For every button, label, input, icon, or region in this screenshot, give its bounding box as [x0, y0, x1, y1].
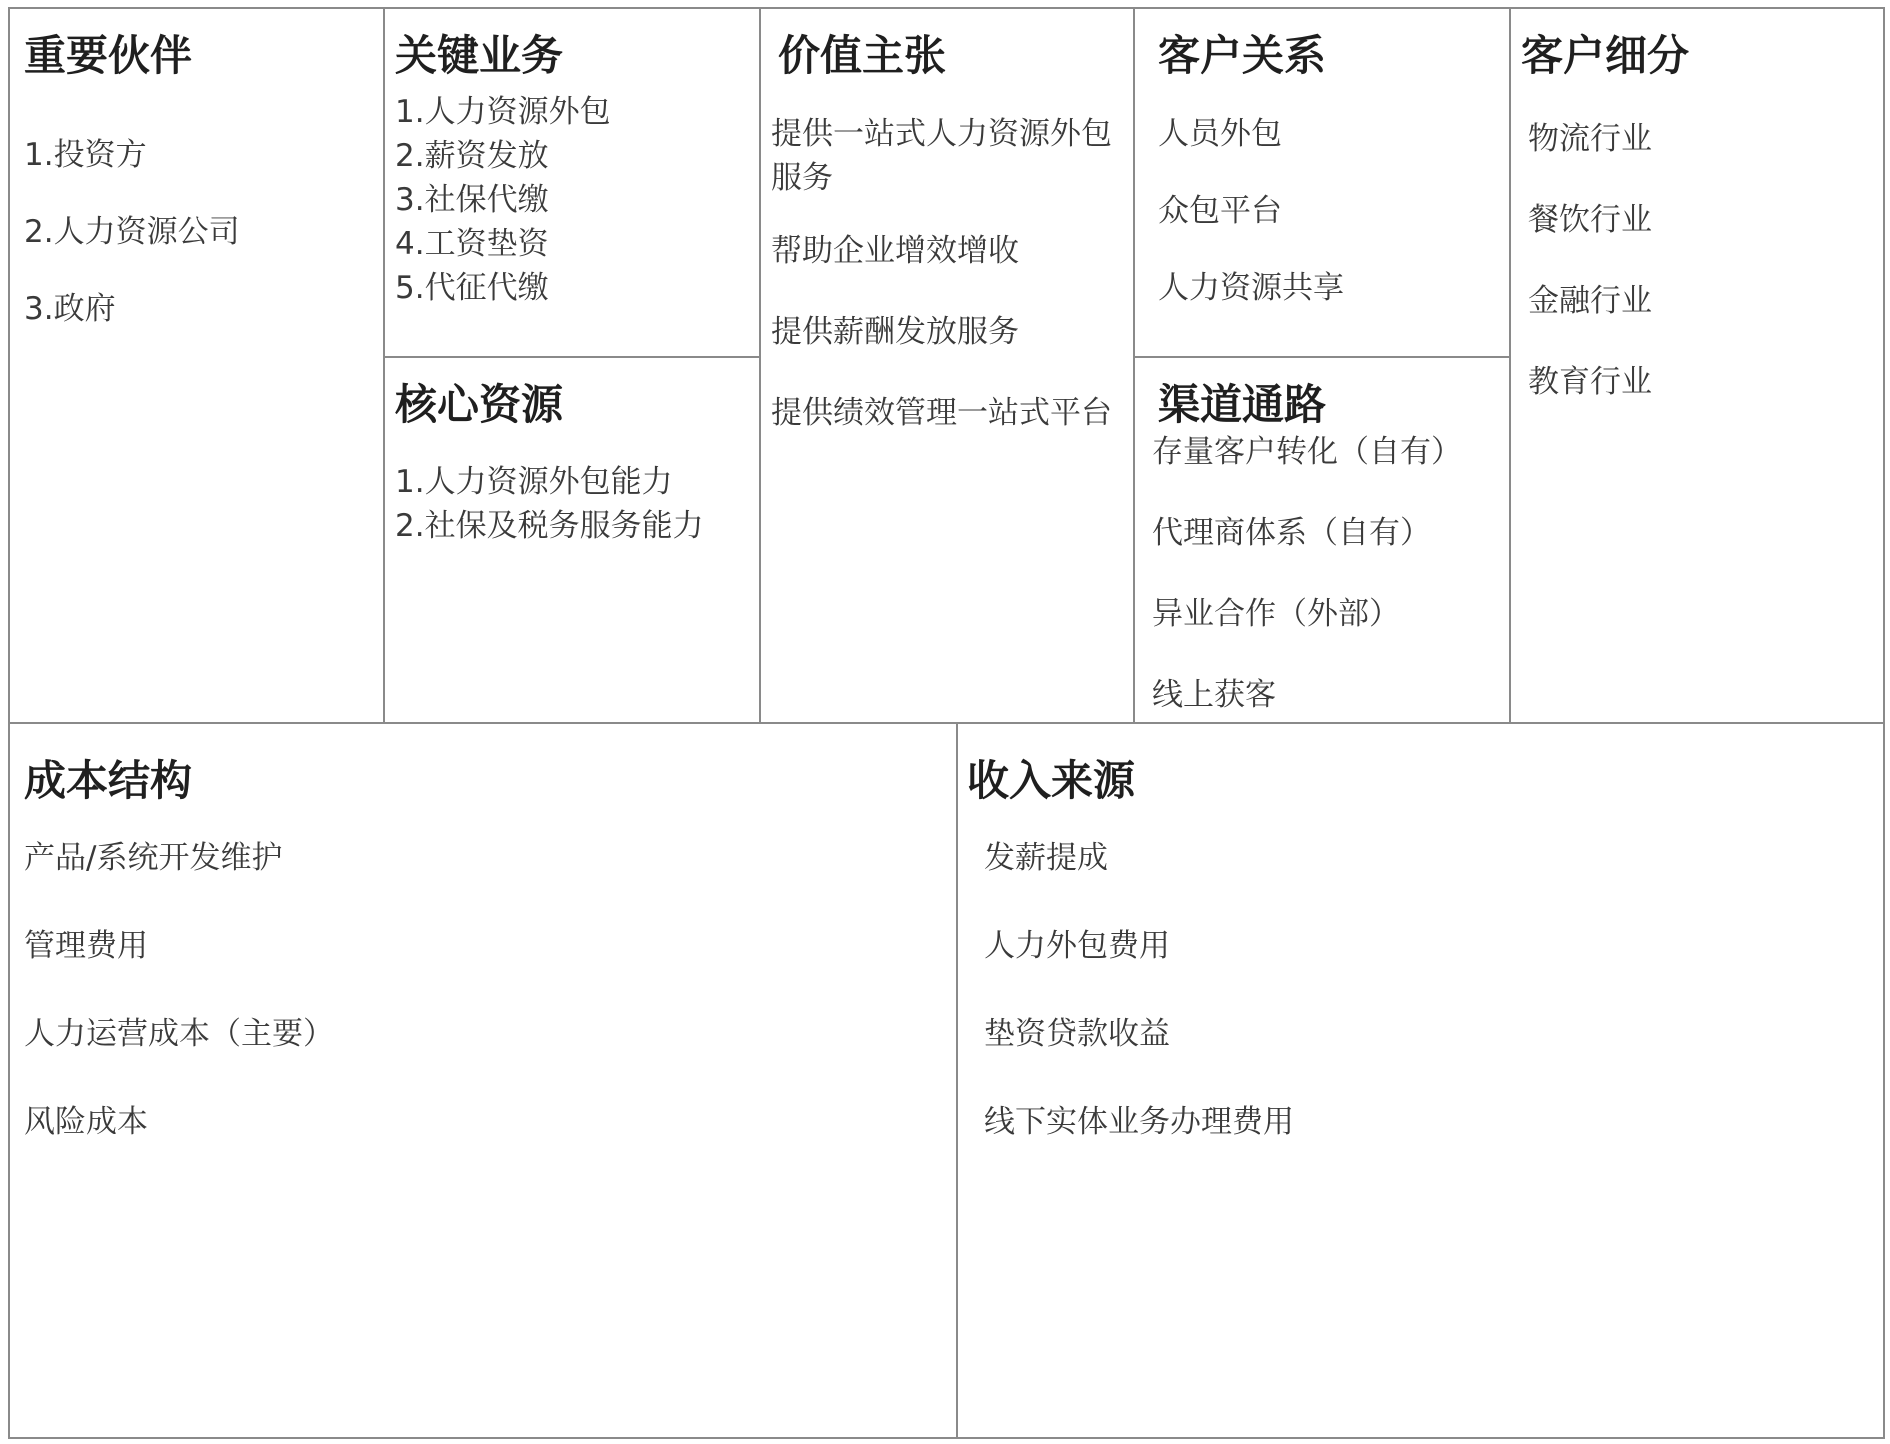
key-activity-item: 5.代征代缴	[395, 270, 549, 306]
channels-title: 渠道通路	[1158, 380, 1327, 429]
key-activities-list	[395, 94, 611, 306]
customer-relationship-item: 人力资源共享	[1158, 270, 1344, 306]
customer-relationship-item: 人员外包	[1158, 116, 1282, 152]
divider-bottom	[8, 1437, 1885, 1439]
revenue-streams-title: 收入来源	[967, 756, 1136, 805]
key-resources-title: 核心资源	[395, 380, 564, 429]
channel-item: 代理商体系（自有）	[1152, 515, 1431, 551]
divider-col-3	[1133, 7, 1135, 724]
key-activity-item: 4.工资垫资	[395, 226, 549, 262]
channel-item: 存量客户转化（自有）	[1152, 434, 1462, 470]
divider-col-1	[383, 7, 385, 724]
customer-segments-list	[1528, 121, 1652, 400]
customer-segment-item: 物流行业	[1528, 121, 1652, 157]
key-partner-item: 3.政府	[24, 291, 116, 327]
key-partner-item: 2.人力资源公司	[24, 214, 240, 250]
key-resources-list	[395, 464, 704, 544]
key-resource-item: 1.人力资源外包能力	[395, 464, 673, 500]
value-proposition-item: 提供一站式人力资源外包服务	[771, 116, 1112, 196]
customer-segment-item: 金融行业	[1528, 283, 1652, 319]
divider-activities-resources	[384, 356, 760, 358]
channels-list	[1152, 434, 1462, 713]
divider-right	[1883, 7, 1885, 1439]
channel-item: 线上获客	[1152, 677, 1276, 713]
channel-item: 异业合作（外部）	[1152, 596, 1400, 632]
key-partners-list	[24, 137, 240, 327]
value-propositions-list	[771, 112, 1126, 429]
value-proposition-item: 提供薪酬发放服务	[771, 314, 1019, 350]
customer-segments-title: 客户细分	[1521, 31, 1690, 80]
cost-item: 产品/系统开发维护	[24, 840, 283, 876]
revenue-streams-list	[984, 840, 1294, 1195]
divider-col-2	[759, 7, 761, 724]
divider-col-4	[1509, 7, 1511, 724]
divider-bottom-center	[956, 722, 958, 1439]
cost-item: 人力运营成本（主要）	[24, 1016, 334, 1052]
customer-relationships-title: 客户关系	[1158, 31, 1327, 80]
customer-segment-item: 教育行业	[1528, 364, 1652, 400]
key-activity-item: 1.人力资源外包	[395, 94, 611, 130]
key-partner-item: 1.投资方	[24, 137, 147, 173]
customer-relationship-item: 众包平台	[1158, 193, 1282, 229]
divider-relationships-channels	[1134, 356, 1510, 358]
customer-relationships-list	[1158, 116, 1344, 306]
divider-middle	[8, 722, 1885, 724]
key-activities-title: 关键业务	[395, 31, 564, 80]
customer-segment-item: 餐饮行业	[1528, 202, 1652, 238]
key-resource-item: 2.社保及税务服务能力	[395, 508, 704, 544]
cost-item: 风险成本	[24, 1104, 148, 1140]
revenue-item: 线下实体业务办理费用	[984, 1104, 1294, 1140]
key-activity-item: 2.薪资发放	[395, 138, 549, 174]
key-activity-item: 3.社保代缴	[395, 182, 549, 218]
cost-item: 管理费用	[24, 928, 148, 964]
value-propositions-title: 价值主张	[778, 31, 947, 80]
value-proposition-item: 帮助企业增效增收	[771, 233, 1019, 269]
cost-structure-list	[24, 840, 334, 1195]
value-proposition-item: 提供绩效管理一站式平台	[771, 395, 1112, 431]
divider-top	[8, 7, 1885, 9]
cost-structure-title: 成本结构	[24, 756, 193, 805]
revenue-item: 发薪提成	[984, 840, 1108, 876]
revenue-item: 人力外包费用	[984, 928, 1170, 964]
revenue-item: 垫资贷款收益	[984, 1016, 1170, 1052]
divider-left	[8, 7, 10, 1439]
key-partners-title: 重要伙伴	[24, 31, 193, 80]
